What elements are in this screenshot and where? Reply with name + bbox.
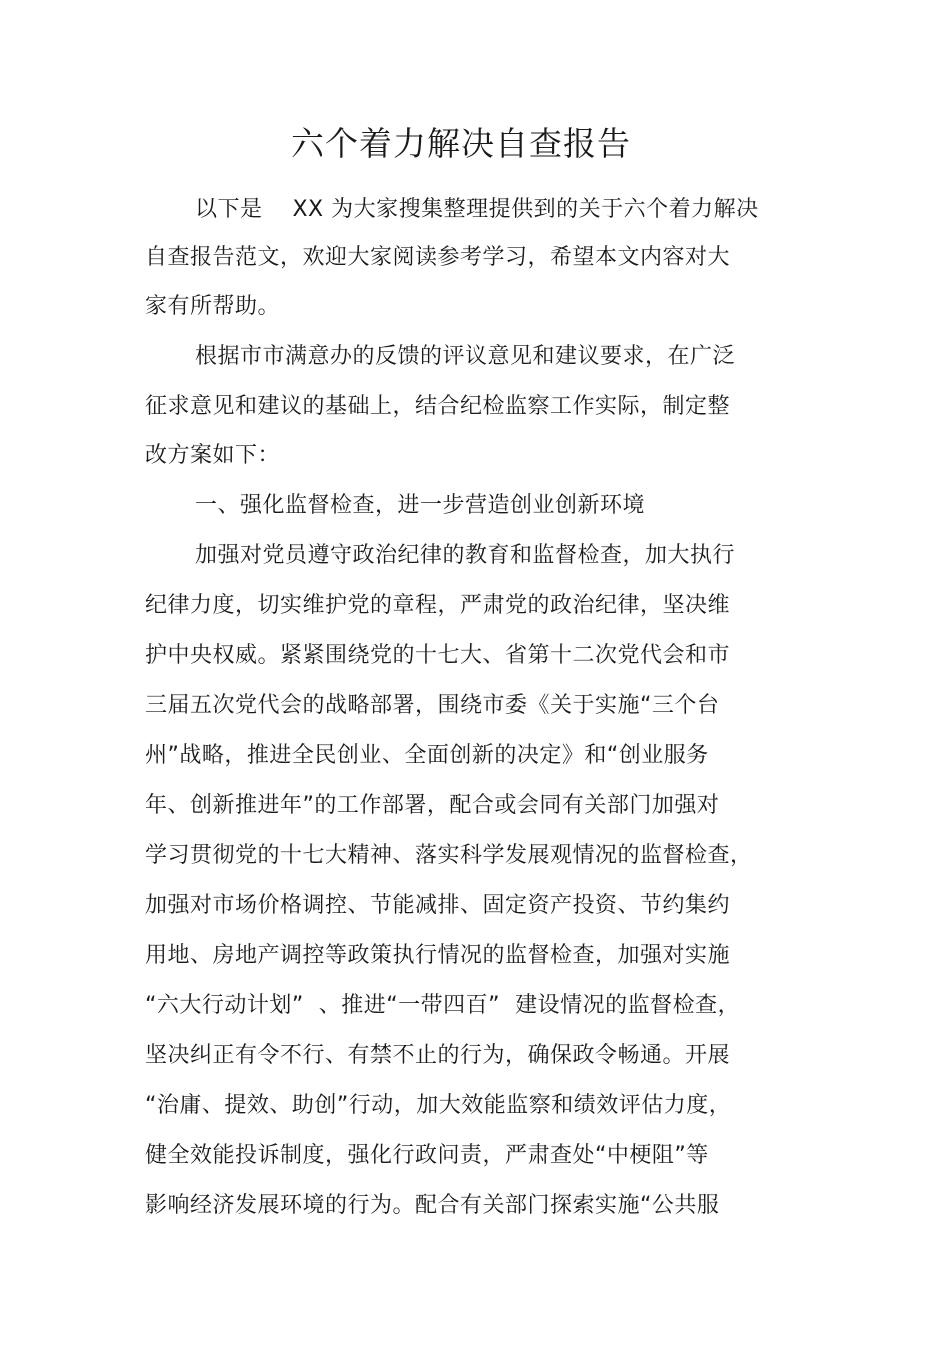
- paragraph-line: 州”战略，推进全民创业、全面创新的决定》和“创业服务: [145, 743, 709, 768]
- paragraph-line: 护中央权威。紧紧围绕党的十七大、省第十二次党代会和市: [145, 643, 731, 668]
- paragraph-line: 影响经济发展环境的行为。配合有关部门探索实施“公共服: [145, 1193, 720, 1218]
- paragraph-line: 征求意见和建议的基础上，结合纪检监察工作实际，制定整: [145, 394, 731, 419]
- paragraph-line: “六大行动计划” 、推进“一带四百” 建设情况的监督检查，: [145, 993, 741, 1018]
- paragraph-line: 根据市市满意办的反馈的评议意见和建议要求，在广泛: [195, 344, 736, 369]
- paragraph-line: “治庸、提效、助创”行动，加大效能监察和绩效评估力度，: [145, 1093, 732, 1118]
- paragraph-line: 坚决纠正有令不行、有禁不止的行为，确保政令畅通。开展: [145, 1043, 731, 1068]
- paragraph-line: 家有所帮助。: [145, 294, 281, 319]
- paragraph-line: 纪律力度，切实维护党的章程，严肃党的政治纪律，坚决维: [145, 593, 731, 618]
- paragraph-line: 三届五次党代会的战略部署，围绕市委《关于实施“三个台: [145, 693, 720, 718]
- paragraph-line: 改方案如下：: [145, 443, 281, 468]
- document-title: 六个着力解决自查报告: [291, 124, 631, 163]
- paragraph-line: 年、创新推进年”的工作部署，配合或会同有关部门加强对: [145, 793, 720, 818]
- paragraph-line: 以下是 XX 为大家搜集整理提供到的关于六个着力解决: [195, 197, 759, 222]
- paragraph-line: 加强对党员遵守政治纪律的教育和监督检查，加大执行: [195, 543, 736, 568]
- paragraph-line: 加强对市场价格调控、节能减排、固定资产投资、节约集约: [145, 893, 731, 918]
- paragraph-line: 健全效能投诉制度，强化行政问责，严肃查处“中梗阻”等: [145, 1143, 709, 1168]
- paragraph-line: 学习贯彻党的十七大精神、落实科学发展观情况的监督检查，: [145, 843, 753, 868]
- section-heading: 一、强化监督检查，进一步营造创业创新环境: [195, 493, 646, 518]
- paragraph-line: 自查报告范文，欢迎大家阅读参考学习，希望本文内容对大: [145, 245, 731, 270]
- paragraph-line: 用地、房地产调控等政策执行情况的监督检查，加强对实施: [145, 943, 731, 968]
